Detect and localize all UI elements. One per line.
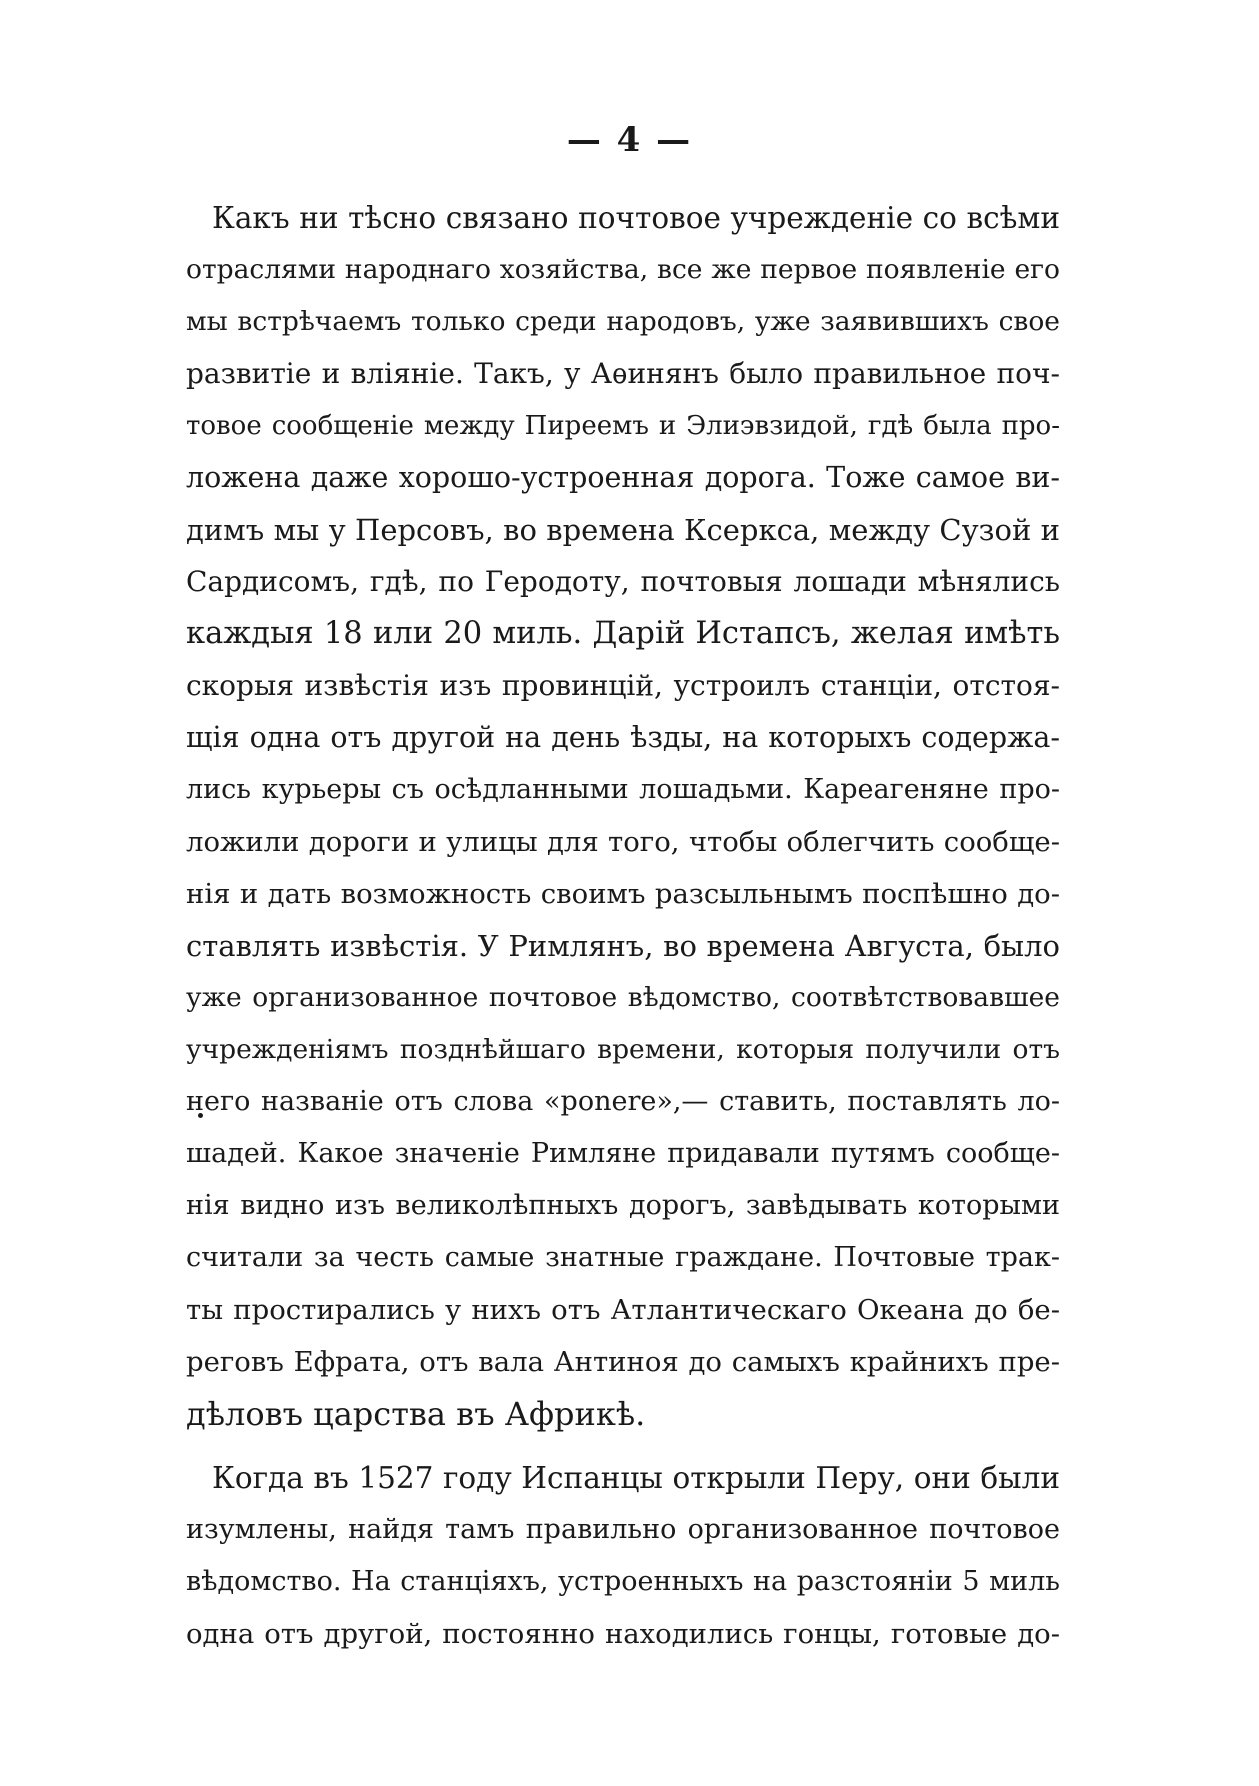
text-line: Какъ ни тѣсно связано почтовое учрежденіе со всѣми <box>212 201 1060 235</box>
text-line: ложили дороги и улицы для того, чтобы облегчить сообще- <box>186 826 1060 858</box>
text-line: Сардисомъ, гдѣ, по Геродоту, почтовыя лошади мѣнялись <box>186 565 1060 598</box>
body-text <box>186 192 1060 1660</box>
text-line: скорыя извѣстія изъ провинцій, устроилъ станціи, отстоя- <box>186 669 1060 702</box>
text-line: ложена даже хорошо-устроенная дорога. Тоже самое ви- <box>186 461 1060 494</box>
text-line: учрежденіямъ позднѣйшаго времени, которыя получили отъ <box>186 1034 1060 1065</box>
text-line: развитіе и вліяніе. Такъ, у Аѳинянъ было правильное поч- <box>186 357 1060 390</box>
text-line: считали за честь самые знатные граждане. Почтовые трак- <box>186 1242 1060 1273</box>
paragraph-1 <box>186 192 1060 1440</box>
text-line: димъ мы у Персовъ, во времена Ксеркса, между Сузой и <box>186 513 1060 547</box>
text-line: мы встрѣчаемъ только среди народовъ, уже заявившихъ свое <box>186 306 1060 337</box>
text-line: нія видно изъ великолѣпныхъ дорогъ, завѣдывать которыми <box>186 1190 1060 1221</box>
text-line: ставлять извѣстія. У Римлянъ, во времена Августа, было <box>186 929 1060 963</box>
text-line: шадей. Какое значеніе Римляне придавали путямъ сообще- <box>186 1138 1060 1169</box>
text-line: отраслями народнаго хозяйства, все же первое появленіе его <box>186 254 1060 285</box>
text-line: изумлены, найдя тамъ правильно организованное почтовое <box>186 1514 1060 1545</box>
text-line: одна отъ другой, постоянно находились гонцы, готовые до- <box>186 1618 1060 1650</box>
text-line: каждыя 18 или 20 миль. Дарій Истапсъ, желая имѣть <box>186 616 1060 651</box>
page-number: — 4 — <box>566 120 693 160</box>
text-line: щія одна отъ другой на день ѣзды, на которыхъ содержа- <box>186 721 1060 754</box>
text-line: вѣдомство. На станціяхъ, устроенныхъ на разстояніи 5 миль <box>186 1566 1060 1597</box>
text-line: уже организованное почтовое вѣдомство, соотвѣтствовавшее <box>186 982 1060 1013</box>
text-line: Когда въ 1527 году Испанцы открыли Перу, они были <box>212 1461 1060 1495</box>
text-line: товое сообщеніе между Пиреемъ и Элиэвзидой, гдѣ была про- <box>186 411 1060 441</box>
text-line: дѣловъ царства въ Африкѣ. <box>186 1395 646 1433</box>
text-line: лись курьеры съ осѣдланными лошадьми. Кареагеняне про- <box>186 774 1060 805</box>
text-line: ты простирались у нихъ отъ Атлантическаго Океана до бе- <box>186 1294 1060 1326</box>
text-line: нія и дать возможность своимъ разсыльнымъ поспѣшно до- <box>186 878 1060 910</box>
text-line: реговъ Ефрата, отъ вала Антиноя до самыхъ крайнихъ пре- <box>186 1346 1060 1378</box>
paragraph-gap <box>212 1440 1060 1452</box>
paragraph-2 <box>186 1452 1060 1660</box>
text-line: него названіе отъ слова «ponere»,— ставить, поставлять ло- <box>186 1086 1060 1117</box>
